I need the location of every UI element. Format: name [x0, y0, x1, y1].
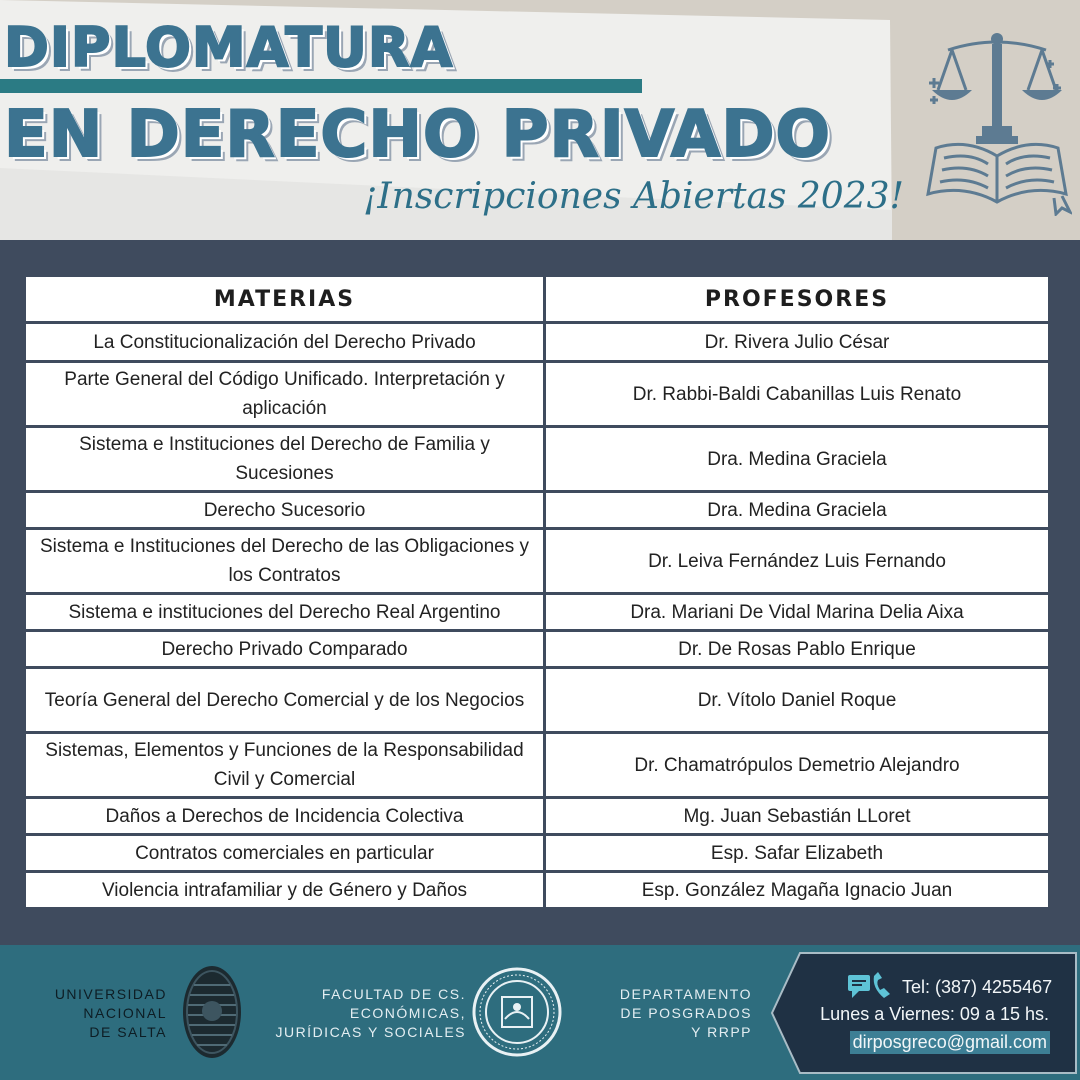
- table-header-row: [26, 277, 1048, 321]
- departamento-line: DE POSGRADOS: [620, 1005, 752, 1021]
- title-line-1: DIPLOMATURA: [4, 16, 454, 79]
- materia-cell: Sistema e Instituciones del Derecho de las Obligaciones y los Contratos: [26, 530, 543, 592]
- table-row: [26, 632, 1048, 666]
- facultad-name: [275, 985, 466, 1042]
- materia-cell: Derecho Privado Comparado: [26, 632, 543, 666]
- courses-table: [23, 274, 1051, 910]
- materia-cell: La Constitucionalización del Derecho Privado: [26, 324, 543, 360]
- header: [0, 0, 1080, 240]
- phone-chat-icon: [846, 972, 894, 1002]
- profesor-cell: Mg. Juan Sebastián LLoret: [546, 799, 1048, 833]
- table-row: [26, 873, 1048, 907]
- contact-phone: Tel: (387) 4255467: [902, 977, 1053, 997]
- materia-cell: Violencia intrafamiliar y de Género y Daños: [26, 873, 543, 907]
- table-row: [26, 595, 1048, 629]
- profesor-cell: Esp. Safar Elizabeth: [546, 836, 1048, 870]
- subtitle: ¡Inscripciones Abiertas 2023!: [362, 176, 904, 217]
- unsa-name: [55, 985, 167, 1042]
- title-line-2: EN DERECHO PRIVADO: [4, 98, 831, 172]
- materia-cell: Derecho Sucesorio: [26, 493, 543, 527]
- table-row: [26, 324, 1048, 360]
- courses-table-container: [26, 274, 1054, 910]
- profesor-cell: Dra. Medina Graciela: [546, 428, 1048, 490]
- table-row: [26, 799, 1048, 833]
- unsa-line: NACIONAL: [83, 1005, 167, 1021]
- materia-cell: Daños a Derechos de Incidencia Colectiva: [26, 799, 543, 833]
- materia-cell: Sistema e instituciones del Derecho Real Argentino: [26, 595, 543, 629]
- profesor-cell: Esp. González Magaña Ignacio Juan: [546, 873, 1048, 907]
- table-row: [26, 530, 1048, 592]
- title-underline-bar: [0, 79, 642, 93]
- table-row: [26, 836, 1048, 870]
- profesor-cell: Dr. Vítolo Daniel Roque: [546, 669, 1048, 731]
- header-materias: MATERIAS: [26, 277, 543, 321]
- profesor-cell: Dr. Rabbi-Baldi Cabanillas Luis Renato: [546, 363, 1048, 425]
- profesor-cell: Dr. Chamatrópulos Demetrio Alejandro: [546, 734, 1048, 796]
- header-profesores: PROFESORES: [546, 277, 1048, 321]
- facultad-seal-icon: [472, 967, 562, 1057]
- facultad-line: JURÍDICAS Y SOCIALES: [275, 1024, 466, 1040]
- contact-email[interactable]: dirposgreco@gmail.com: [850, 1031, 1050, 1054]
- materia-cell: Sistema e Instituciones del Derecho de Familia y Sucesiones: [26, 428, 543, 490]
- departamento-line: DEPARTAMENTO: [619, 986, 752, 1002]
- facultad-line: FACULTAD DE CS.: [321, 986, 466, 1002]
- profesor-cell: Dra. Medina Graciela: [546, 493, 1048, 527]
- scales-of-justice-book-icon: [922, 26, 1072, 216]
- materia-cell: Teoría General del Derecho Comercial y de los Negocios: [26, 669, 543, 731]
- footer: [0, 945, 1080, 1080]
- materia-cell: Contratos comerciales en particular: [26, 836, 543, 870]
- materia-cell: Sistemas, Elementos y Funciones de la Responsabilidad Civil y Comercial: [26, 734, 543, 796]
- table-row: [26, 493, 1048, 527]
- profesor-cell: Dr. Rivera Julio César: [546, 324, 1048, 360]
- unsa-logo-icon: [182, 965, 242, 1059]
- unsa-line: UNIVERSIDAD: [54, 986, 167, 1002]
- profesor-cell: Dr. De Rosas Pablo Enrique: [546, 632, 1048, 666]
- departamento-line: Y RRPP: [691, 1024, 752, 1040]
- materia-cell: Parte General del Código Unificado. Interpretación y aplicación: [26, 363, 543, 425]
- table-row: [26, 669, 1048, 731]
- unsa-line: DE SALTA: [89, 1024, 167, 1040]
- table-row: [26, 734, 1048, 796]
- profesor-cell: Dra. Mariani De Vidal Marina Delia Aixa: [546, 595, 1048, 629]
- facultad-line: ECONÓMICAS,: [349, 1005, 466, 1021]
- departamento-name: [620, 985, 752, 1042]
- contact-hours: Lunes a Viernes: 09 a 15 hs.: [820, 1004, 1049, 1024]
- table-row: [26, 363, 1048, 425]
- table-row: [26, 428, 1048, 490]
- profesor-cell: Dr. Leiva Fernández Luis Fernando: [546, 530, 1048, 592]
